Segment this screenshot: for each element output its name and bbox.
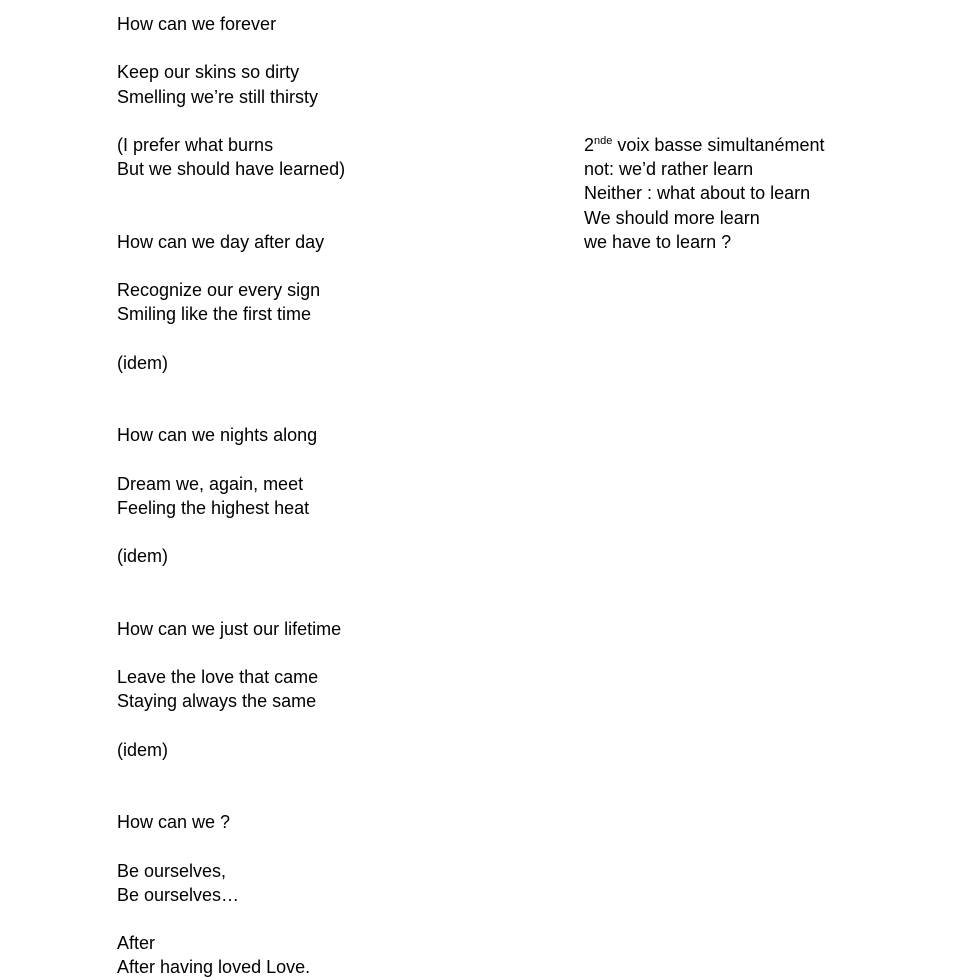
lyric-line: Be ourselves, (117, 860, 227, 881)
lyric-line: Be ourselves… (117, 884, 240, 905)
lyric-line: How can we day after day (117, 231, 325, 252)
blank-line (117, 568, 537, 592)
lyric-line: After having loved Love. (117, 957, 311, 978)
blank-line (117, 907, 537, 931)
lyric-line: How can we forever (117, 14, 277, 34)
blank-line (117, 762, 537, 786)
lyric-line: (idem) (117, 546, 169, 567)
second-voice-line: We should more learn (584, 207, 760, 228)
blank-line (117, 447, 537, 471)
lyric-line: (idem) (117, 352, 169, 373)
second-voice-line: we have to learn ? (584, 231, 732, 252)
lyric-line: Keep our skins so dirty (117, 62, 300, 83)
heading-superscript: nde (594, 135, 613, 147)
lyric-line: (I prefer what burns (117, 134, 274, 155)
blank-line (117, 181, 537, 205)
blank-line (117, 206, 537, 230)
lyric-line: Dream we, again, meet (117, 473, 304, 494)
lyric-line: Smiling like the first time (117, 304, 312, 325)
heading-text: voix basse simultanément (612, 135, 825, 155)
blank-line (117, 593, 537, 617)
lyric-line: But we should have learned) (117, 159, 346, 180)
blank-line (117, 399, 537, 423)
blank-line (117, 834, 537, 858)
lyric-line: Smelling we’re still thirsty (117, 86, 319, 107)
lyrics-left-column (117, 12, 537, 980)
lyric-line: Leave the love that came (117, 667, 319, 688)
lyric-line: Feeling the highest heat (117, 497, 310, 518)
second-voice-line: Neither : what about to learn (584, 183, 811, 204)
lyric-line: How can we just our lifetime (117, 618, 342, 639)
blank-line (117, 254, 537, 278)
blank-line (117, 326, 537, 350)
lyric-line: Recognize our every sign (117, 280, 321, 301)
lyric-line: How can we ? (117, 812, 231, 833)
blank-line (117, 641, 537, 665)
blank-line (117, 36, 537, 60)
blank-line (117, 786, 537, 810)
blank-line (117, 109, 537, 133)
lyric-line: (idem) (117, 739, 169, 760)
blank-line (117, 520, 537, 544)
heading-number: 2 (584, 135, 595, 155)
second-voice-column (584, 133, 964, 254)
lyric-line: After (117, 933, 156, 954)
lyric-line: How can we nights along (117, 425, 318, 446)
second-voice-line: not: we’d rather learn (584, 159, 754, 180)
blank-line (117, 375, 537, 399)
blank-line (117, 713, 537, 737)
second-voice-heading (584, 133, 964, 157)
lyric-line: Staying always the same (117, 691, 317, 712)
